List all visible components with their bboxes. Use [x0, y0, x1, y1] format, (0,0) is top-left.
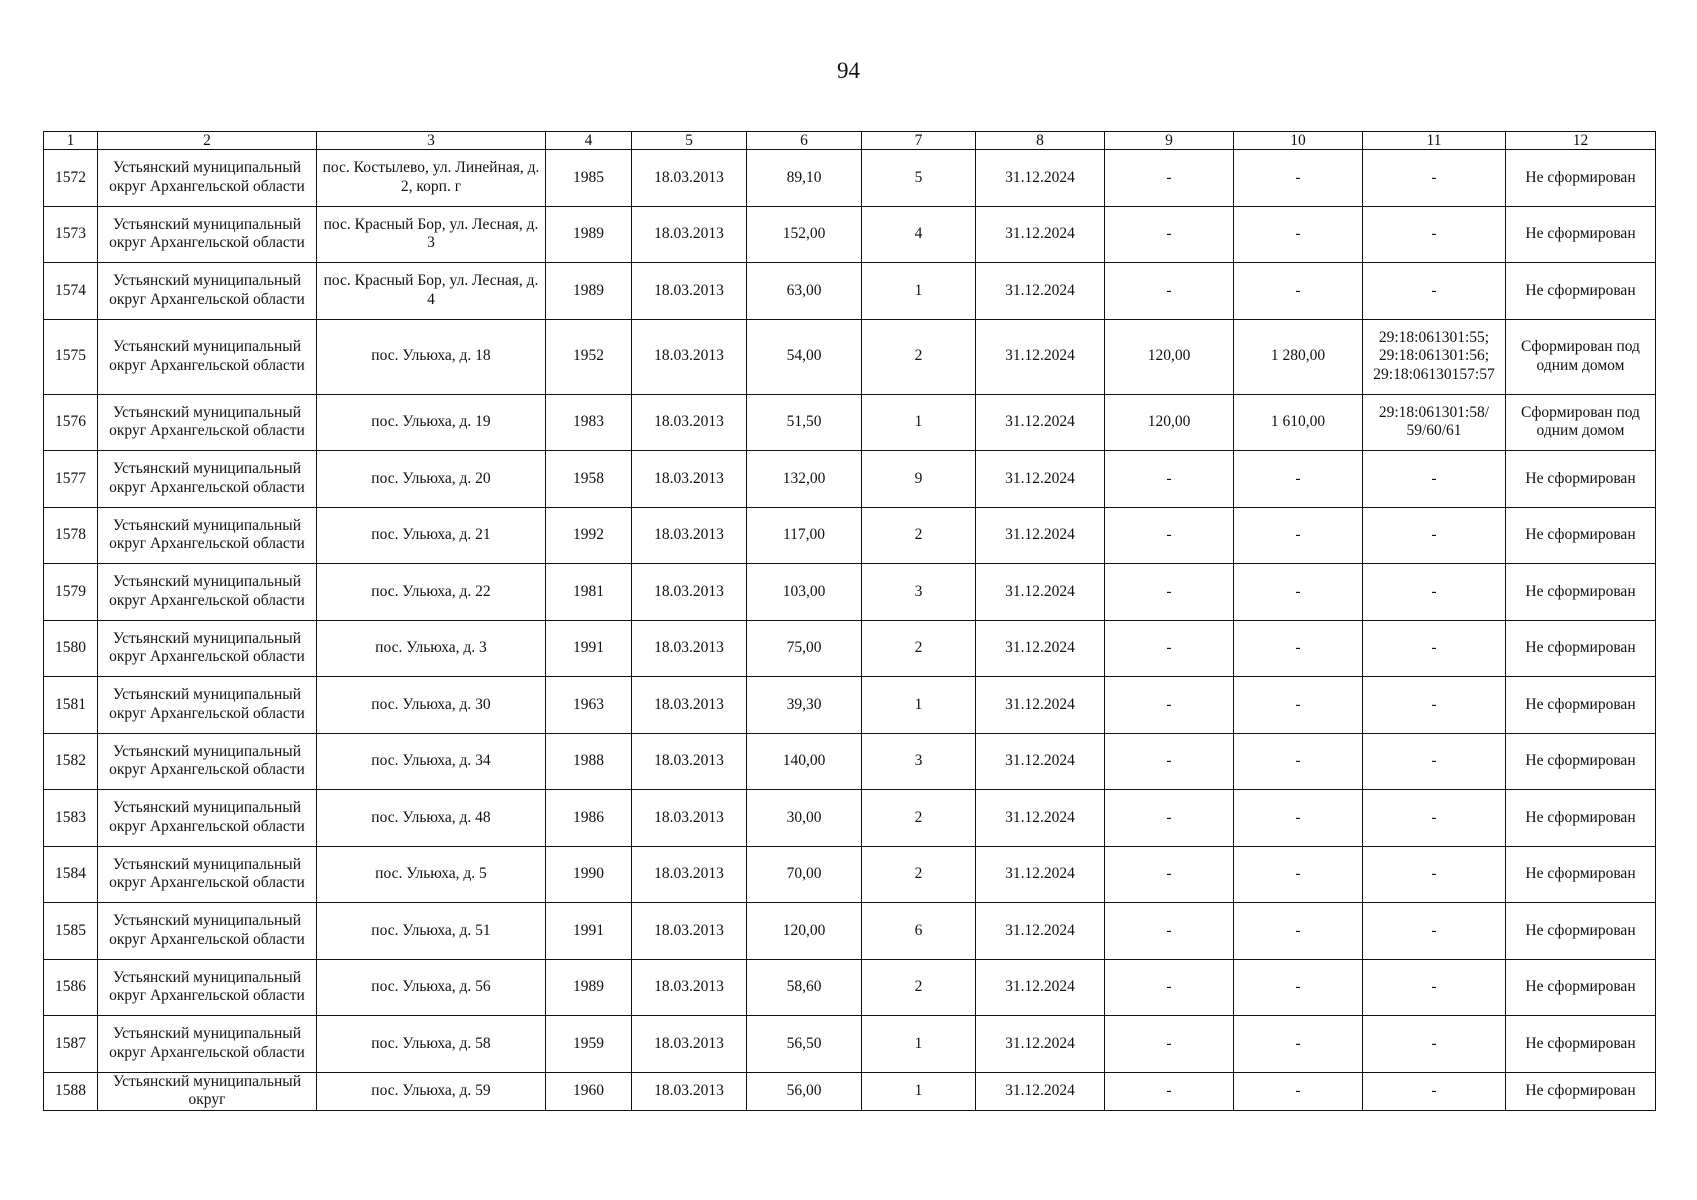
year-cell: 1986 — [546, 790, 632, 847]
municipality-cell: Устьянский муниципальный округ Архангельской области — [98, 206, 317, 263]
deadline-cell: 31.12.2024 — [976, 451, 1105, 508]
column-9-cell: - — [1105, 733, 1234, 790]
table-row — [44, 846, 1656, 903]
column-10-cell: - — [1234, 959, 1363, 1016]
row-number-cell: 1581 — [44, 677, 98, 734]
municipality-cell: Устьянский муниципальный округ Архангельской области — [98, 150, 317, 207]
row-number-cell: 1578 — [44, 507, 98, 564]
area-cell: 56,50 — [747, 1016, 862, 1073]
status-cell: Сформирован под одним домом — [1506, 394, 1656, 451]
count-cell: 2 — [862, 790, 976, 847]
row-number-cell: 1573 — [44, 206, 98, 263]
date-cell: 18.03.2013 — [632, 620, 747, 677]
column-10-cell: 1 610,00 — [1234, 394, 1363, 451]
column-9-cell: - — [1105, 150, 1234, 207]
count-cell: 1 — [862, 263, 976, 320]
municipality-cell: Устьянский муниципальный округ Архангельской области — [98, 677, 317, 734]
cadastral-number-cell: - — [1363, 507, 1506, 564]
municipality-cell: Устьянский муниципальный округ Архангельской области — [98, 733, 317, 790]
municipality-cell: Устьянский муниципальный округ Архангельской области — [98, 1016, 317, 1073]
address-cell: пос. Ульюха, д. 58 — [317, 1016, 546, 1073]
column-header: 12 — [1506, 132, 1656, 150]
address-cell: пос. Ульюха, д. 20 — [317, 451, 546, 508]
count-cell: 4 — [862, 206, 976, 263]
area-cell: 30,00 — [747, 790, 862, 847]
address-cell: пос. Ульюха, д. 34 — [317, 733, 546, 790]
count-cell: 2 — [862, 319, 976, 394]
date-cell: 18.03.2013 — [632, 677, 747, 734]
column-header: 10 — [1234, 132, 1363, 150]
year-cell: 1989 — [546, 263, 632, 320]
status-cell: Не сформирован — [1506, 903, 1656, 960]
date-cell: 18.03.2013 — [632, 394, 747, 451]
cadastral-number-cell: - — [1363, 150, 1506, 207]
status-cell: Не сформирован — [1506, 620, 1656, 677]
count-cell: 9 — [862, 451, 976, 508]
municipality-cell: Устьянский муниципальный округ Архангельской области — [98, 620, 317, 677]
municipality-cell: Устьянский муниципальный округ Архангельской области — [98, 903, 317, 960]
count-cell: 3 — [862, 564, 976, 621]
cadastral-number-cell: - — [1363, 903, 1506, 960]
column-9-cell: 120,00 — [1105, 394, 1234, 451]
status-cell: Не сформирован — [1506, 564, 1656, 621]
cadastral-number-cell: 29:18:061301:55; 29:18:061301:56; 29:18:06130157:57 — [1363, 319, 1506, 394]
row-number-cell: 1574 — [44, 263, 98, 320]
column-header: 8 — [976, 132, 1105, 150]
table-row — [44, 733, 1656, 790]
status-cell: Не сформирован — [1506, 733, 1656, 790]
date-cell: 18.03.2013 — [632, 507, 747, 564]
column-header: 3 — [317, 132, 546, 150]
status-cell: Не сформирован — [1506, 507, 1656, 564]
column-10-cell: - — [1234, 790, 1363, 847]
column-header: 5 — [632, 132, 747, 150]
year-cell: 1991 — [546, 620, 632, 677]
municipality-cell: Устьянский муниципальный округ Архангельской области — [98, 790, 317, 847]
date-cell: 18.03.2013 — [632, 263, 747, 320]
municipality-cell: Устьянский муниципальный округ Архангельской области — [98, 451, 317, 508]
deadline-cell: 31.12.2024 — [976, 677, 1105, 734]
address-cell: пос. Ульюха, д. 18 — [317, 319, 546, 394]
cadastral-number-cell: - — [1363, 263, 1506, 320]
cadastral-number-cell: - — [1363, 620, 1506, 677]
year-cell: 1963 — [546, 677, 632, 734]
cadastral-number-cell: - — [1363, 733, 1506, 790]
date-cell: 18.03.2013 — [632, 846, 747, 903]
date-cell: 18.03.2013 — [632, 319, 747, 394]
deadline-cell: 31.12.2024 — [976, 1016, 1105, 1073]
deadline-cell: 31.12.2024 — [976, 564, 1105, 621]
row-number-cell: 1576 — [44, 394, 98, 451]
address-cell: пос. Ульюха, д. 30 — [317, 677, 546, 734]
cadastral-number-cell: 29:18:061301:58/ 59/60/61 — [1363, 394, 1506, 451]
municipality-cell: Устьянский муниципальный округ Архангельской области — [98, 394, 317, 451]
table-row — [44, 959, 1656, 1016]
column-10-cell: - — [1234, 564, 1363, 621]
column-9-cell: - — [1105, 846, 1234, 903]
address-cell: пос. Красный Бор, ул. Лесная, д. 3 — [317, 206, 546, 263]
page-number: 94 — [837, 58, 860, 83]
address-cell: пос. Ульюха, д. 19 — [317, 394, 546, 451]
count-cell: 2 — [862, 620, 976, 677]
row-number-cell: 1586 — [44, 959, 98, 1016]
deadline-cell: 31.12.2024 — [976, 903, 1105, 960]
count-cell: 1 — [862, 1016, 976, 1073]
deadline-cell: 31.12.2024 — [976, 846, 1105, 903]
area-cell: 54,00 — [747, 319, 862, 394]
year-cell: 1952 — [546, 319, 632, 394]
column-number-row — [44, 132, 1656, 150]
cadastral-number-cell: - — [1363, 959, 1506, 1016]
year-cell: 1992 — [546, 507, 632, 564]
status-cell: Не сформирован — [1506, 959, 1656, 1016]
municipality-cell: Устьянский муниципальный округ Архангельской области — [98, 263, 317, 320]
row-number-cell: 1587 — [44, 1016, 98, 1073]
year-cell: 1989 — [546, 959, 632, 1016]
column-9-cell: - — [1105, 564, 1234, 621]
column-9-cell: - — [1105, 451, 1234, 508]
area-cell: 120,00 — [747, 903, 862, 960]
column-10-cell: - — [1234, 263, 1363, 320]
column-10-cell: - — [1234, 846, 1363, 903]
year-cell: 1988 — [546, 733, 632, 790]
year-cell: 1959 — [546, 1016, 632, 1073]
municipality-cell: Устьянский муниципальный округ Архангельской области — [98, 564, 317, 621]
deadline-cell: 31.12.2024 — [976, 507, 1105, 564]
column-10-cell: - — [1234, 733, 1363, 790]
row-number-cell: 1582 — [44, 733, 98, 790]
count-cell: 1 — [862, 394, 976, 451]
cadastral-number-cell: - — [1363, 677, 1506, 734]
column-10-cell: - — [1234, 150, 1363, 207]
column-10-cell: - — [1234, 206, 1363, 263]
column-header: 11 — [1363, 132, 1506, 150]
table-row — [44, 620, 1656, 677]
column-9-cell: - — [1105, 1072, 1234, 1110]
column-9-cell: 120,00 — [1105, 319, 1234, 394]
registry-table — [43, 131, 1656, 1111]
area-cell: 51,50 — [747, 394, 862, 451]
table-row — [44, 263, 1656, 320]
count-cell: 6 — [862, 903, 976, 960]
status-cell: Не сформирован — [1506, 263, 1656, 320]
year-cell: 1990 — [546, 846, 632, 903]
status-cell: Не сформирован — [1506, 1016, 1656, 1073]
column-10-cell: - — [1234, 1072, 1363, 1110]
year-cell: 1991 — [546, 903, 632, 960]
deadline-cell: 31.12.2024 — [976, 394, 1105, 451]
date-cell: 18.03.2013 — [632, 733, 747, 790]
year-cell: 1985 — [546, 150, 632, 207]
status-cell: Сформирован под одним домом — [1506, 319, 1656, 394]
column-10-cell: - — [1234, 507, 1363, 564]
cadastral-number-cell: - — [1363, 1016, 1506, 1073]
column-9-cell: - — [1105, 790, 1234, 847]
row-number-cell: 1585 — [44, 903, 98, 960]
deadline-cell: 31.12.2024 — [976, 959, 1105, 1016]
deadline-cell: 31.12.2024 — [976, 620, 1105, 677]
municipality-cell: Устьянский муниципальный округ Архангельской области — [98, 319, 317, 394]
year-cell: 1981 — [546, 564, 632, 621]
deadline-cell: 31.12.2024 — [976, 150, 1105, 207]
address-cell: пос. Ульюха, д. 48 — [317, 790, 546, 847]
column-9-cell: - — [1105, 620, 1234, 677]
date-cell: 18.03.2013 — [632, 1072, 747, 1110]
row-number-cell: 1583 — [44, 790, 98, 847]
area-cell: 75,00 — [747, 620, 862, 677]
year-cell: 1989 — [546, 206, 632, 263]
cadastral-number-cell: - — [1363, 564, 1506, 621]
date-cell: 18.03.2013 — [632, 959, 747, 1016]
status-cell: Не сформирован — [1506, 1072, 1656, 1110]
row-number-cell: 1572 — [44, 150, 98, 207]
registry-table-body — [44, 150, 1656, 1111]
column-10-cell: - — [1234, 677, 1363, 734]
table-row — [44, 451, 1656, 508]
cadastral-number-cell: - — [1363, 790, 1506, 847]
area-cell: 117,00 — [747, 507, 862, 564]
column-header: 7 — [862, 132, 976, 150]
deadline-cell: 31.12.2024 — [976, 790, 1105, 847]
column-header: 2 — [98, 132, 317, 150]
table-row — [44, 150, 1656, 207]
area-cell: 70,00 — [747, 846, 862, 903]
row-number-cell: 1584 — [44, 846, 98, 903]
row-number-cell: 1580 — [44, 620, 98, 677]
area-cell: 103,00 — [747, 564, 862, 621]
row-number-cell: 1575 — [44, 319, 98, 394]
deadline-cell: 31.12.2024 — [976, 206, 1105, 263]
address-cell: пос. Ульюха, д. 22 — [317, 564, 546, 621]
address-cell: пос. Красный Бор, ул. Лесная, д. 4 — [317, 263, 546, 320]
column-10-cell: - — [1234, 451, 1363, 508]
column-header: 1 — [44, 132, 98, 150]
table-row — [44, 394, 1656, 451]
column-10-cell: - — [1234, 903, 1363, 960]
deadline-cell: 31.12.2024 — [976, 1072, 1105, 1110]
column-9-cell: - — [1105, 959, 1234, 1016]
year-cell: 1960 — [546, 1072, 632, 1110]
cadastral-number-cell: - — [1363, 846, 1506, 903]
area-cell: 63,00 — [747, 263, 862, 320]
area-cell: 89,10 — [747, 150, 862, 207]
address-cell: пос. Ульюха, д. 56 — [317, 959, 546, 1016]
date-cell: 18.03.2013 — [632, 206, 747, 263]
area-cell: 152,00 — [747, 206, 862, 263]
area-cell: 140,00 — [747, 733, 862, 790]
municipality-cell: Устьянский муниципальный округ Архангельской области — [98, 959, 317, 1016]
row-number-cell: 1579 — [44, 564, 98, 621]
count-cell: 1 — [862, 677, 976, 734]
address-cell: пос. Костылево, ул. Линейная, д. 2, корп. г — [317, 150, 546, 207]
table-row — [44, 507, 1656, 564]
municipality-cell: Устьянский муниципальный округ Архангельской области — [98, 846, 317, 903]
area-cell: 132,00 — [747, 451, 862, 508]
table-row — [44, 903, 1656, 960]
area-cell: 56,00 — [747, 1072, 862, 1110]
year-cell: 1958 — [546, 451, 632, 508]
count-cell: 2 — [862, 846, 976, 903]
column-10-cell: 1 280,00 — [1234, 319, 1363, 394]
cadastral-number-cell: - — [1363, 1072, 1506, 1110]
table-row — [44, 1016, 1656, 1073]
status-cell: Не сформирован — [1506, 790, 1656, 847]
column-9-cell: - — [1105, 677, 1234, 734]
table-row — [44, 790, 1656, 847]
date-cell: 18.03.2013 — [632, 790, 747, 847]
table-row — [44, 677, 1656, 734]
date-cell: 18.03.2013 — [632, 564, 747, 621]
date-cell: 18.03.2013 — [632, 451, 747, 508]
municipality-cell: Устьянский муниципальный округ Архангельской области — [98, 507, 317, 564]
deadline-cell: 31.12.2024 — [976, 733, 1105, 790]
column-9-cell: - — [1105, 507, 1234, 564]
cadastral-number-cell: - — [1363, 451, 1506, 508]
area-cell: 58,60 — [747, 959, 862, 1016]
column-10-cell: - — [1234, 1016, 1363, 1073]
area-cell: 39,30 — [747, 677, 862, 734]
year-cell: 1983 — [546, 394, 632, 451]
table-row — [44, 319, 1656, 394]
column-10-cell: - — [1234, 620, 1363, 677]
table-row — [44, 206, 1656, 263]
row-number-cell: 1588 — [44, 1072, 98, 1110]
municipality-cell: Устьянский муниципальный округ — [98, 1072, 317, 1110]
column-9-cell: - — [1105, 1016, 1234, 1073]
address-cell: пос. Ульюха, д. 51 — [317, 903, 546, 960]
date-cell: 18.03.2013 — [632, 903, 747, 960]
address-cell: пос. Ульюха, д. 59 — [317, 1072, 546, 1110]
column-header: 4 — [546, 132, 632, 150]
row-number-cell: 1577 — [44, 451, 98, 508]
column-9-cell: - — [1105, 903, 1234, 960]
address-cell: пос. Ульюха, д. 3 — [317, 620, 546, 677]
table-row — [44, 1072, 1656, 1110]
count-cell: 1 — [862, 1072, 976, 1110]
status-cell: Не сформирован — [1506, 677, 1656, 734]
count-cell: 2 — [862, 507, 976, 564]
count-cell: 5 — [862, 150, 976, 207]
column-9-cell: - — [1105, 263, 1234, 320]
count-cell: 3 — [862, 733, 976, 790]
deadline-cell: 31.12.2024 — [976, 263, 1105, 320]
status-cell: Не сформирован — [1506, 451, 1656, 508]
cadastral-number-cell: - — [1363, 206, 1506, 263]
address-cell: пос. Ульюха, д. 21 — [317, 507, 546, 564]
address-cell: пос. Ульюха, д. 5 — [317, 846, 546, 903]
column-9-cell: - — [1105, 206, 1234, 263]
deadline-cell: 31.12.2024 — [976, 319, 1105, 394]
status-cell: Не сформирован — [1506, 206, 1656, 263]
status-cell: Не сформирован — [1506, 150, 1656, 207]
date-cell: 18.03.2013 — [632, 1016, 747, 1073]
date-cell: 18.03.2013 — [632, 150, 747, 207]
column-header: 6 — [747, 132, 862, 150]
status-cell: Не сформирован — [1506, 846, 1656, 903]
count-cell: 2 — [862, 959, 976, 1016]
table-row — [44, 564, 1656, 621]
column-header: 9 — [1105, 132, 1234, 150]
